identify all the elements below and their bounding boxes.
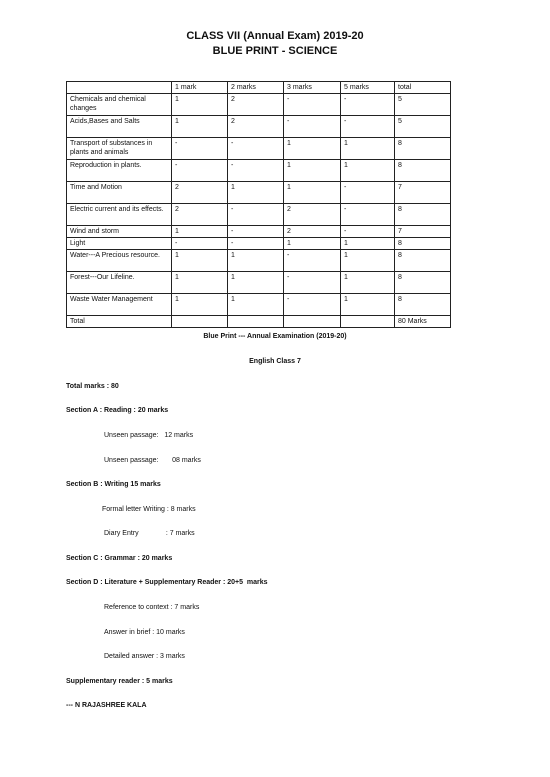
cell: - bbox=[284, 294, 341, 316]
section-a-item: Unseen passage: 08 marks bbox=[104, 457, 201, 464]
topic-cell: Reproduction in plants. bbox=[67, 160, 172, 182]
section-b-item: Diary Entry : 7 marks bbox=[104, 530, 195, 537]
column-header: 5 marks bbox=[341, 82, 395, 94]
cell: 1 bbox=[284, 182, 341, 204]
cell bbox=[172, 316, 228, 328]
cell: 8 bbox=[395, 294, 451, 316]
cell: 1 bbox=[341, 250, 395, 272]
cell: - bbox=[341, 226, 395, 238]
total-value: 80 Marks bbox=[395, 316, 451, 328]
cell: - bbox=[172, 138, 228, 160]
cell: - bbox=[341, 94, 395, 116]
topic-cell: Forest---Our Lifeline. bbox=[67, 272, 172, 294]
cell: - bbox=[228, 226, 284, 238]
topic-cell: Water---A Precious resource. bbox=[67, 250, 172, 272]
cell: 1 bbox=[172, 250, 228, 272]
cell: - bbox=[228, 238, 284, 250]
table-row bbox=[67, 226, 451, 238]
cell: 1 bbox=[228, 182, 284, 204]
cell: 8 bbox=[395, 138, 451, 160]
cell: 5 bbox=[395, 94, 451, 116]
column-header: 1 mark bbox=[172, 82, 228, 94]
cell: - bbox=[228, 204, 284, 226]
cell: 8 bbox=[395, 160, 451, 182]
cell: 8 bbox=[395, 238, 451, 250]
table-row bbox=[67, 294, 451, 316]
cell: 1 bbox=[172, 116, 228, 138]
cell: - bbox=[228, 160, 284, 182]
cell: - bbox=[172, 238, 228, 250]
table-row bbox=[67, 250, 451, 272]
document-title: CLASS VII (Annual Exam) 2019-20 bbox=[186, 30, 364, 42]
topic-cell: Waste Water Management bbox=[67, 294, 172, 316]
cell: 1 bbox=[172, 226, 228, 238]
topic-cell: Transport of substances in plants and animals bbox=[67, 138, 172, 160]
table-row bbox=[67, 160, 451, 182]
column-header bbox=[67, 82, 172, 94]
cell: 1 bbox=[341, 138, 395, 160]
topic-cell: Light bbox=[67, 238, 172, 250]
column-header: 2 marks bbox=[228, 82, 284, 94]
cell: - bbox=[341, 116, 395, 138]
cell: - bbox=[284, 94, 341, 116]
cell: 1 bbox=[284, 138, 341, 160]
cell: - bbox=[284, 250, 341, 272]
cell: 2 bbox=[172, 182, 228, 204]
cell: 1 bbox=[228, 294, 284, 316]
cell: 8 bbox=[395, 204, 451, 226]
topic-cell: Acids,Bases and Salts bbox=[67, 116, 172, 138]
cell: 7 bbox=[395, 182, 451, 204]
cell: - bbox=[228, 138, 284, 160]
table-total-row bbox=[67, 316, 451, 328]
table-row bbox=[67, 138, 451, 160]
english-heading: Blue Print --- Annual Examination (2019-20) bbox=[203, 333, 347, 340]
table-row bbox=[67, 238, 451, 250]
table-row bbox=[67, 204, 451, 226]
section-c-heading: Section C : Grammar : 20 marks bbox=[66, 555, 173, 562]
topic-cell: Wind and storm bbox=[67, 226, 172, 238]
cell: 2 bbox=[228, 94, 284, 116]
topic-cell: Time and Motion bbox=[67, 182, 172, 204]
cell: 1 bbox=[284, 238, 341, 250]
column-header: 3 marks bbox=[284, 82, 341, 94]
cell bbox=[341, 316, 395, 328]
table-row bbox=[67, 182, 451, 204]
science-blueprint-table bbox=[66, 81, 451, 328]
topic-cell: Chemicals and chemical changes bbox=[67, 94, 172, 116]
cell: 1 bbox=[341, 294, 395, 316]
table-header-row bbox=[67, 82, 451, 94]
section-b-heading: Section B : Writing 15 marks bbox=[66, 481, 161, 488]
cell: 2 bbox=[284, 204, 341, 226]
table-row bbox=[67, 94, 451, 116]
section-d-item: Answer in brief : 10 marks bbox=[104, 629, 185, 636]
cell: 1 bbox=[341, 238, 395, 250]
supplementary-reader: Supplementary reader : 5 marks bbox=[66, 678, 173, 685]
table-row bbox=[67, 272, 451, 294]
section-a-item: Unseen passage: 12 marks bbox=[104, 432, 194, 439]
cell: 7 bbox=[395, 226, 451, 238]
section-d-item: Reference to context : 7 marks bbox=[104, 604, 200, 611]
cell bbox=[284, 316, 341, 328]
column-header: total bbox=[395, 82, 451, 94]
total-label: Total bbox=[67, 316, 172, 328]
section-a-heading: Section A : Reading : 20 marks bbox=[66, 407, 169, 414]
cell: - bbox=[172, 160, 228, 182]
cell: 1 bbox=[284, 160, 341, 182]
section-b-item: Formal letter Writing : 8 marks bbox=[102, 506, 196, 513]
cell: 1 bbox=[172, 272, 228, 294]
cell: 1 bbox=[172, 294, 228, 316]
cell bbox=[228, 316, 284, 328]
cell: 2 bbox=[172, 204, 228, 226]
cell: 1 bbox=[228, 250, 284, 272]
author-signature: --- N RAJASHREE KALA bbox=[66, 702, 147, 709]
cell: 5 bbox=[395, 116, 451, 138]
cell: 1 bbox=[228, 272, 284, 294]
section-d-item: Detailed answer : 3 marks bbox=[104, 653, 185, 660]
cell: 8 bbox=[395, 250, 451, 272]
cell: - bbox=[341, 182, 395, 204]
english-subheading: English Class 7 bbox=[249, 358, 301, 365]
total-marks: Total marks : 80 bbox=[66, 383, 119, 390]
section-d-heading: Section D : Literature + Supplementary Reader : 20+5 marks bbox=[66, 579, 268, 586]
cell: - bbox=[284, 116, 341, 138]
cell: 1 bbox=[341, 272, 395, 294]
cell: 8 bbox=[395, 272, 451, 294]
cell: 2 bbox=[228, 116, 284, 138]
document-subtitle: BLUE PRINT - SCIENCE bbox=[212, 45, 338, 57]
cell: 1 bbox=[341, 160, 395, 182]
cell: - bbox=[341, 204, 395, 226]
cell: 2 bbox=[284, 226, 341, 238]
topic-cell: Electric current and its effects. bbox=[67, 204, 172, 226]
table-row bbox=[67, 116, 451, 138]
cell: 1 bbox=[172, 94, 228, 116]
cell: - bbox=[284, 272, 341, 294]
